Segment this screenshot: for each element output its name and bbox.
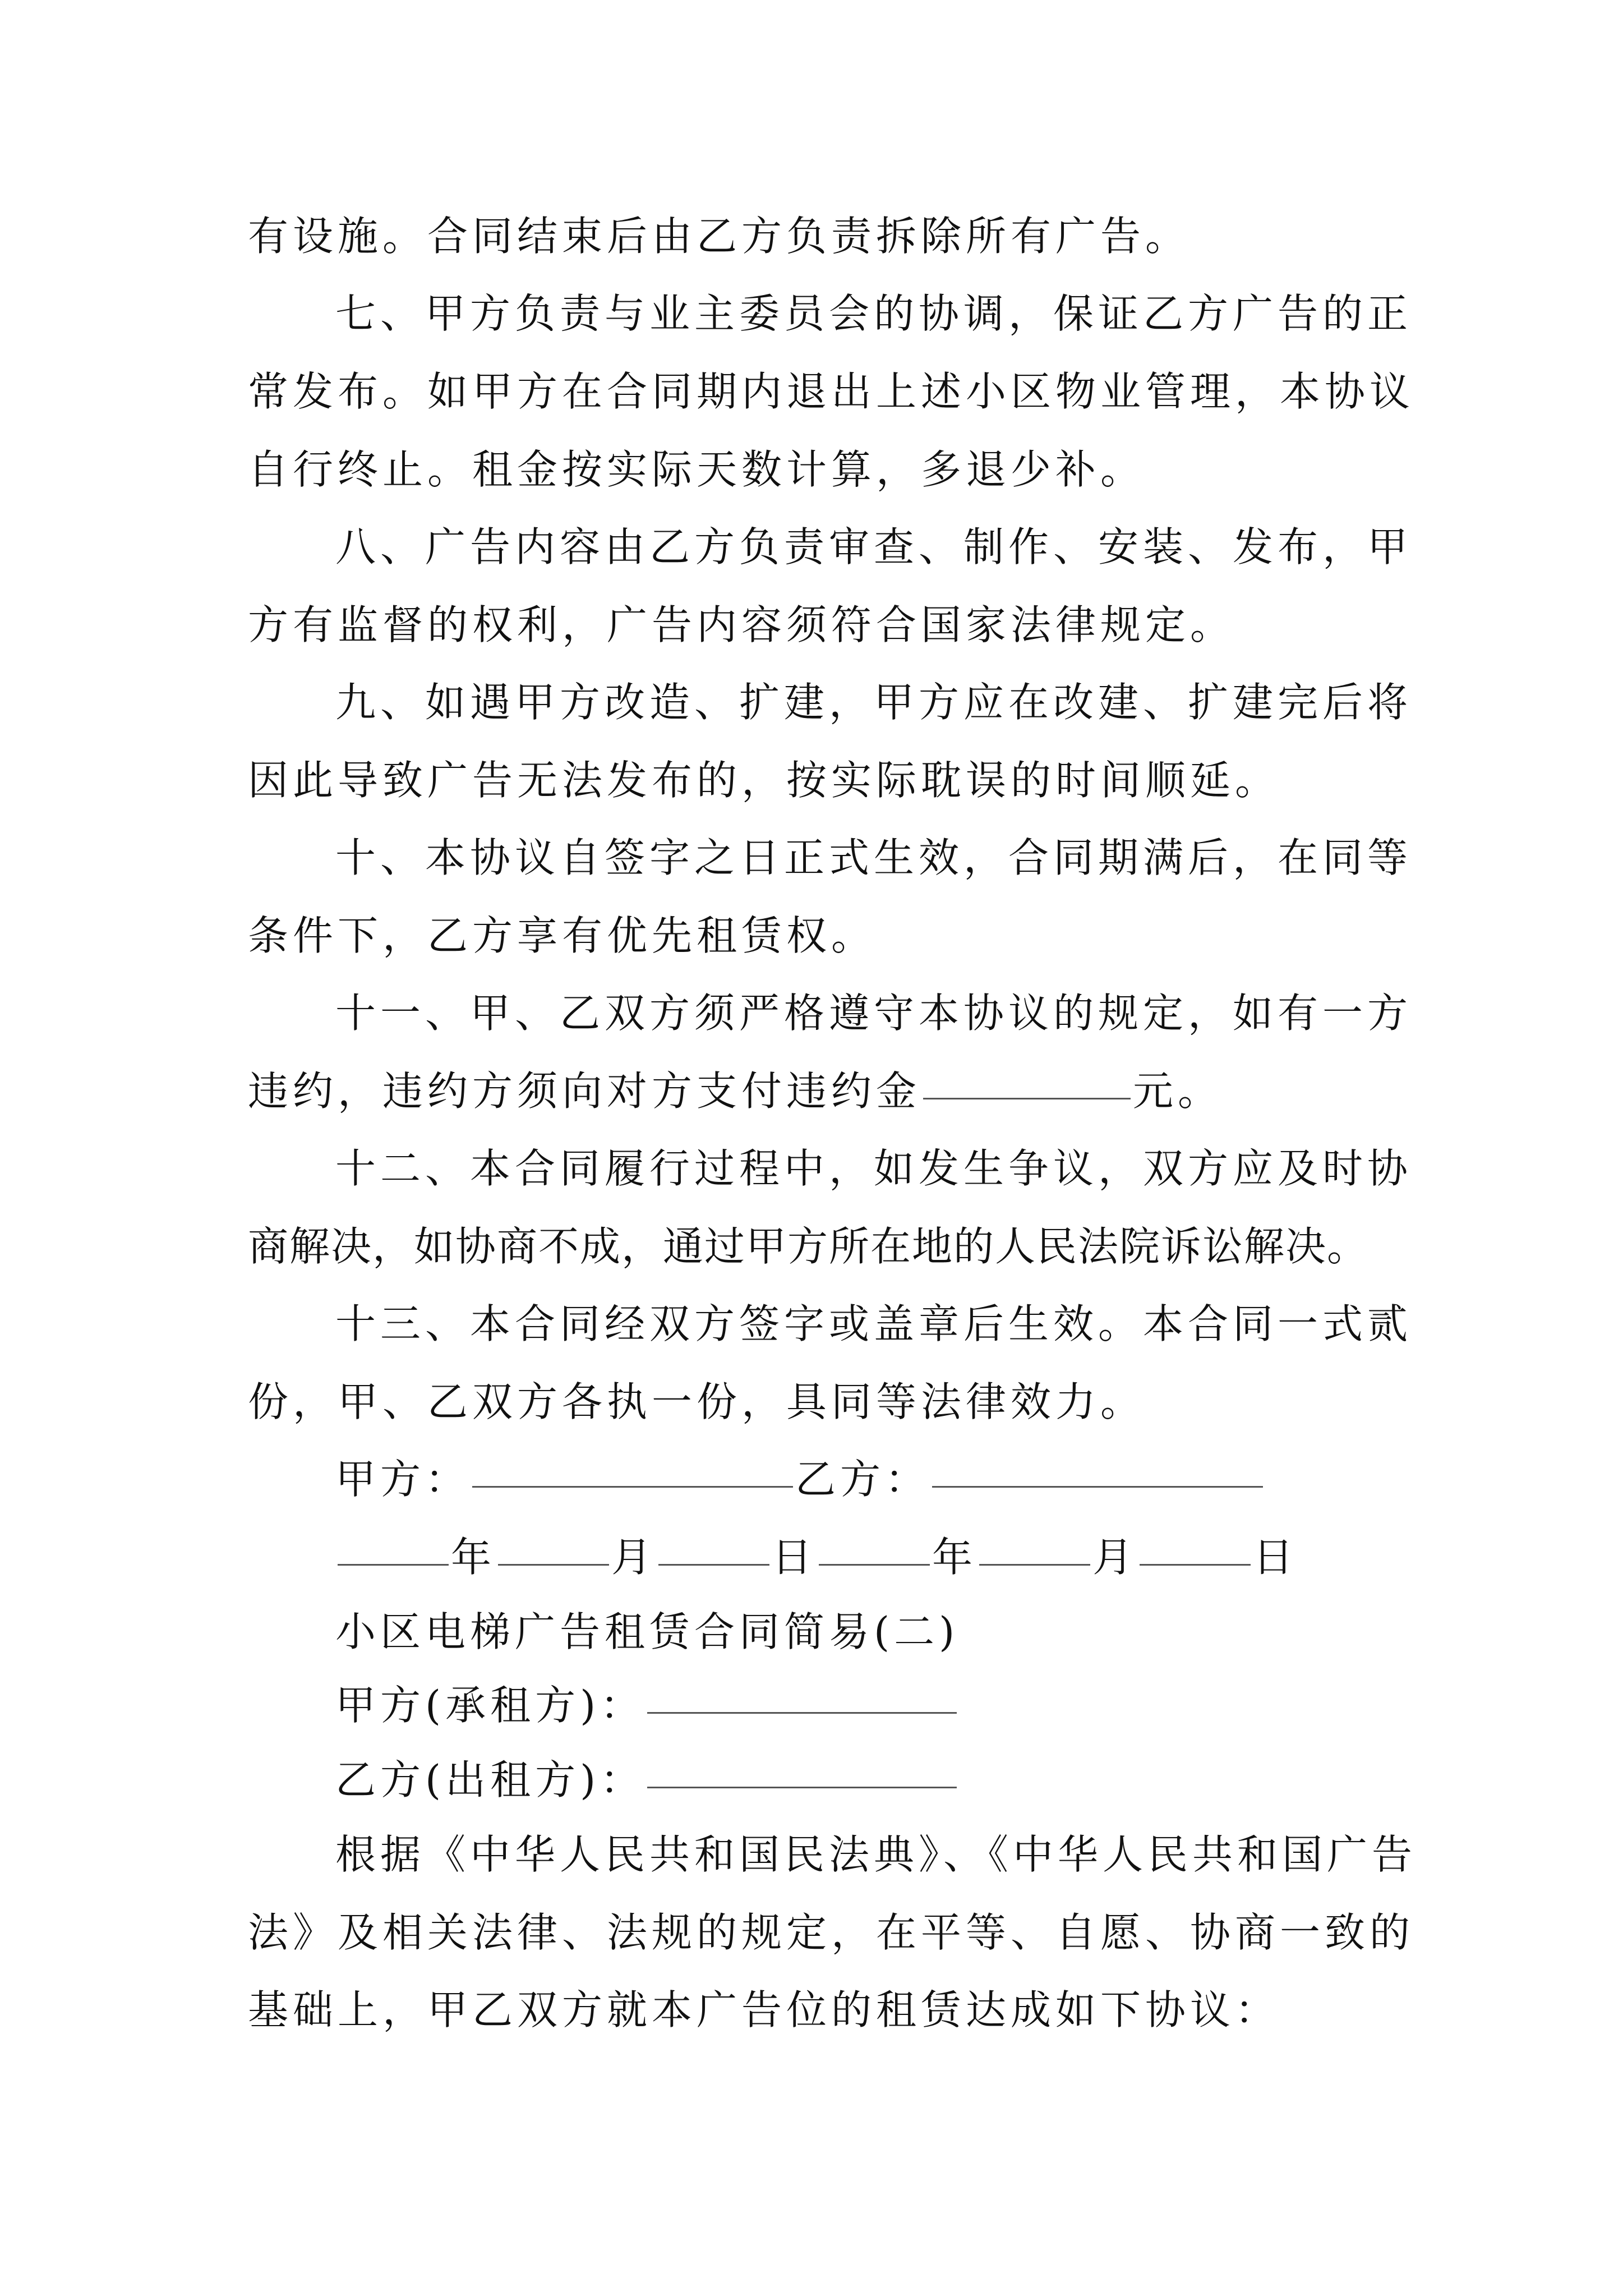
clause-12-line-1: 十二、本合同履行过程中，如发生争议，双方应及时协 [335, 1145, 1413, 1192]
clause-7-line-1: 七、甲方负责与业主委员会的协调，保证乙方广告的正 [335, 290, 1413, 337]
clause-11-unit: 元。 [1133, 1068, 1223, 1115]
text-line: 有设施。合同结束后由乙方负责拆除所有广告。 [248, 213, 1191, 260]
clause-8-line-2: 方有监督的权利，广告内容须符合国家法律规定。 [248, 601, 1235, 648]
clause-8-line-1: 八、广告内容由乙方负责审查、制作、安装、发布，甲 [335, 523, 1413, 570]
clause-11-line-1: 十一、甲、乙双方须严格遵守本协议的规定，如有一方 [335, 990, 1413, 1037]
lessee-line [335, 1666, 1381, 1745]
clause-7-line-3: 自行终止。租金按实际天数计算，多退少补。 [248, 446, 1146, 493]
clause-11-text: 违约，违约方须向对方支付违约金 [248, 1068, 921, 1115]
party-b-day-blank[interactable] [1140, 1518, 1251, 1566]
clause-13-line-1: 十三、本合同经双方签字或盖章后生效。本合同一式贰 [335, 1300, 1413, 1347]
clause-13-line-2: 份，甲、乙双方各执一份，具同等法律效力。 [248, 1378, 1146, 1425]
clause-11-line-2 [248, 1052, 1381, 1130]
clause-10-line-1: 十、本协议自签字之日正式生效，合同期满后，在同等 [335, 834, 1413, 881]
lessor-line [335, 1741, 1381, 1819]
year-label: 年 [451, 1534, 496, 1581]
month-label: 月 [611, 1534, 657, 1581]
year-label: 年 [932, 1534, 978, 1581]
clause-9-line-2: 因此导致广告无法发布的，按实际耽误的时间顺延。 [248, 757, 1280, 804]
party-a-signature-blank[interactable] [472, 1440, 793, 1488]
date-line [335, 1518, 1381, 1596]
lessee-blank[interactable] [647, 1666, 957, 1714]
party-b-year-blank[interactable] [819, 1518, 930, 1566]
party-a-year-blank[interactable] [338, 1518, 449, 1566]
clause-10-line-2: 条件下，乙方享有优先租赁权。 [248, 912, 877, 959]
preamble-line-2: 法》及相关法律、法规的规定，在平等、自愿、协商一致的 [248, 1909, 1415, 1956]
party-a-label: 甲方： [335, 1456, 471, 1503]
preamble-line-3: 基础上，甲乙双方就本广告位的租赁达成如下协议： [248, 1986, 1280, 2033]
party-b-signature-blank[interactable] [932, 1440, 1263, 1488]
penalty-amount-blank[interactable] [923, 1052, 1131, 1099]
lessor-label: 乙方(出租方)： [335, 1756, 645, 1803]
party-a-month-blank[interactable] [498, 1518, 609, 1566]
lessee-label: 甲方(承租方)： [335, 1682, 645, 1729]
party-b-month-blank[interactable] [979, 1518, 1090, 1566]
signature-line [335, 1440, 1381, 1519]
party-b-label: 乙方： [795, 1456, 930, 1503]
lessor-blank[interactable] [647, 1741, 957, 1788]
day-label: 日 [1253, 1534, 1298, 1581]
preamble-line-1: 根据《中华人民共和国民法典》、《中华人民共和国广告 [335, 1831, 1417, 1878]
clause-12-line-2: 商解决，如协商不成，通过甲方所在地的人民法院诉讼解决。 [248, 1223, 1369, 1270]
second-contract-title: 小区电梯广告租赁合同简易(二) [335, 1608, 960, 1655]
clause-7-line-2: 常发布。如甲方在合同期内退出上述小区物业管理，本协议 [248, 368, 1415, 415]
party-a-day-blank[interactable] [658, 1518, 769, 1566]
clause-9-line-1: 九、如遇甲方改造、扩建，甲方应在改建、扩建完后将 [335, 679, 1413, 726]
month-label: 月 [1092, 1534, 1138, 1581]
day-label: 日 [772, 1534, 817, 1581]
